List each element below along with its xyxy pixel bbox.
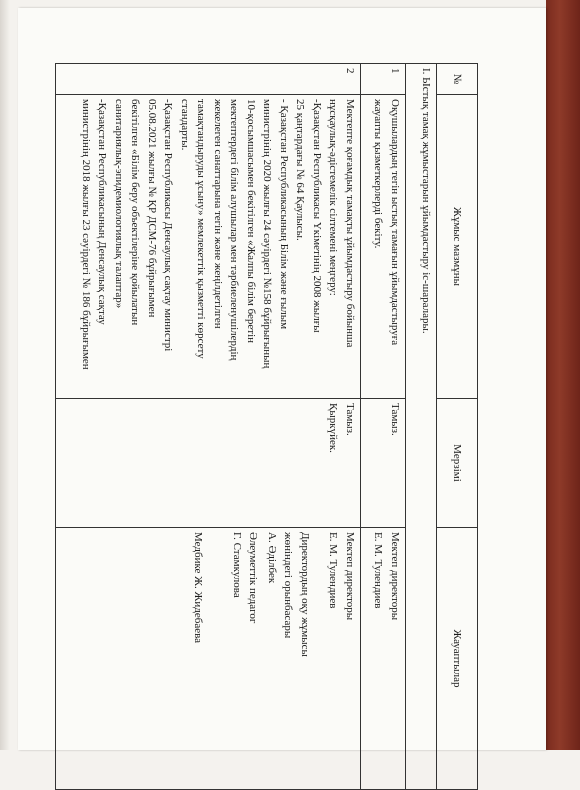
time-cell — [56, 399, 361, 528]
header-time: Мерзімі — [437, 399, 478, 528]
section-row — [406, 64, 437, 790]
header-no: № — [437, 64, 478, 95]
responsible-cell — [56, 528, 361, 790]
work-line: жекелеген санаттарына тегін және жеңілдетілген — [212, 99, 224, 329]
work-line: тамақтандыруды ұсыну» мемлекеттік қызметті көрсету — [195, 99, 208, 359]
work-line: 10-қосымшасымен бекітілген «Жалпы білім беретін — [245, 99, 257, 344]
responsible-line: Директордың оқу жұмысы — [299, 532, 311, 657]
responsible-line: Мектеп директоры — [344, 532, 356, 621]
work-line: Оқушылардың тегін ыстық тамағын ұйымдастыруға — [389, 99, 401, 346]
work-line: Мектепте қоғамдық тамақты ұйымдастыру бойынша — [344, 99, 356, 348]
signature-gap — [207, 532, 217, 785]
responsible-group — [264, 532, 314, 785]
signature-gap — [313, 532, 323, 785]
work-line: мектептердегі білім алушылар мен тәрбиеленушілердің — [228, 99, 241, 361]
time-line: Қыркүйек. — [327, 403, 340, 453]
responsible-group — [190, 532, 207, 785]
responsible-line: Әлеуметтік педагог — [247, 532, 260, 624]
work-line: министрінің 2020 жылғы 24 сәуірдегі №158 бұйрығының — [261, 99, 274, 369]
work-line: жауапты қызметкерлерді бекіту. — [372, 99, 385, 249]
work-line: - Қазақстан Республикасының Білім және ғылым — [278, 99, 290, 330]
responsible-line: Мектеп директоры — [389, 532, 401, 621]
document-page — [18, 8, 546, 750]
work-line: стандарты. — [179, 99, 191, 151]
responsible-line: жөніндегі орынбасары — [282, 532, 295, 639]
work-line: -Қазақстан Республикасы Үкіметінің 2008 жылғы — [311, 99, 323, 333]
responsible-group — [325, 532, 358, 785]
work-line: нұсқаулық-әдістемелік сілтемені меңгеру: — [327, 99, 340, 296]
responsible-line: А. Әділбек — [266, 532, 278, 584]
row-number: 2 — [56, 64, 361, 95]
time-line: Тамыз. — [344, 403, 356, 436]
folder-edge — [546, 0, 580, 750]
work-line: -Қазақстан Республикасының Денсаулық сақтау — [96, 99, 109, 325]
work-line: санитариялық-эпидемиологиялық талаптар» — [113, 99, 125, 309]
table-row — [361, 64, 406, 790]
scan-shadow — [0, 0, 10, 750]
section-title: I. Ыстық тамақ жұмыстарын ұйымдастыру іс-шаралары. — [406, 64, 437, 790]
responsible-group — [229, 532, 262, 785]
responsible-line: Г. Стамкулова — [231, 532, 243, 598]
work-line: 25 қаңтардағы № 64 Қаулысы. — [294, 99, 307, 241]
responsible-line: Медбике Ж. Жидебаева — [192, 532, 205, 644]
plan-table — [55, 63, 478, 790]
time-cell: Тамыз. — [361, 399, 406, 528]
responsible-line: Е. М. Тулендиев — [372, 532, 385, 609]
table-row — [56, 64, 361, 790]
responsible-cell — [361, 528, 406, 790]
work-cell — [56, 95, 361, 399]
rotated-table-container — [50, 63, 478, 753]
header-work: Жұмыс мазмұны — [437, 95, 478, 399]
responsible-line: Е. М. Тулендиев — [327, 532, 340, 609]
table-header-row — [437, 64, 478, 790]
signature-gap — [217, 532, 227, 785]
work-line: министрінің 2018 жылғы 23 сәуірдегі № 186 бұйрығымен — [80, 99, 92, 370]
work-cell — [361, 95, 406, 399]
work-line: -Қазақстан Республикасы Денсаулық сақтау министрі — [162, 99, 175, 352]
row-number: 1 — [361, 64, 406, 95]
work-line: бекітілген «Білім беру объектілеріне қойылатын — [129, 99, 142, 326]
work-line: 05.08.2021 жылғы № ҚР ДСМ-76 бұйрығымен — [146, 99, 158, 318]
header-responsible: Жауаптылар — [437, 528, 478, 790]
